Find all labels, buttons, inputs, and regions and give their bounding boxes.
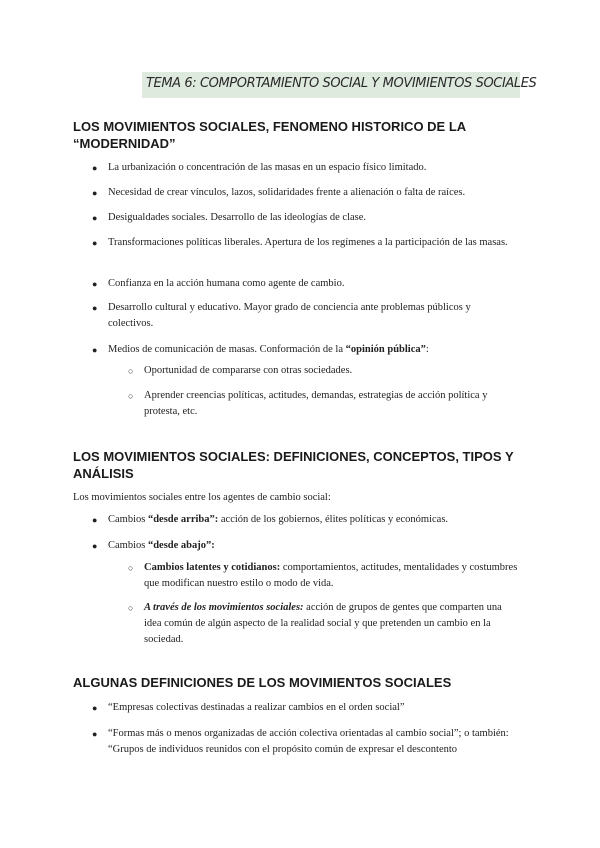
bullet-icon: ● <box>92 515 98 525</box>
paragraph: Los movimientos sociales entre los agentes de cambio social: <box>73 492 331 503</box>
bullet-icon: ● <box>92 188 98 198</box>
topic-banner <box>142 72 537 98</box>
bullet-icon: ● <box>92 238 98 248</box>
circle-bullet-icon: ○ <box>128 563 134 573</box>
bullet-icon: ● <box>92 163 98 173</box>
section-heading: LOS MOVIMIENTOS SOCIALES, FENOMENO HISTORICO DE LA “MODERNIDAD” <box>73 119 466 151</box>
bullet-icon: ● <box>92 729 98 739</box>
bullet-icon: ● <box>92 279 98 289</box>
document-page: TEMA 6: COMPORTAMIENTO SOCIAL Y MOVIMIENTOS SOCIALES LOS MOVIMIENTOS SOCIALES, FENOMENO HISTORICO DE LA “MODERNIDAD” ● La urbanización o concentración de las masas en un espacio físico limitado. ● Necesidad de crear vínculos, lazos, solidaridades frente a alienación o falta de raíces. ● Desigualdades sociales. Desarrollo de las ideologías de clase. ● Transformaciones políticas liberales. Apertura de los regímenes a la participación de las masas. ● Confianza en la acción humana como agente de cambio. ● Desarrollo cultural y educativo. Mayor grado de conciencia ante problemas públicos y colectivos. ● Medios de comunicación de masas. Conformación de la “opinión pública”: ○ Oportunidad de compararse con otras sociedades. ○ Aprender creencias políticas, actitudes, demandas, estrategias de acción política y protesta, etc. LOS MOVIMIENTOS SOCIALES: DEFINICIONES, CONCEPTOS, TIPOS Y ANÁLISIS Los movimientos sociales entre los agentes de cambio social: ● Cambios “desde arriba”: acción de los gobiernos, élites políticas y económicas. ● Cambios “desde abajo”: ○ Cambios latentes y cotidianos: comportamientos, actitudes, mentalidades y costumbres que modifican nuestro estilo o modo de vida. ○ A través de los movimientos sociales: acción de grupos de gentes que comparten una idea común de algún aspecto de la realidad social y que pretenden un cambio en la sociedad. ALGUNAS DEFINICIONES DE LOS MOVIMIENTOS SOCIALES ● “Empresas colectivas destinadas a realizar cambios en el orden social” ● “Formas más o menos organizadas de acción colectiva orientadas al cambio social”; o también: “Grupos de individuos reunidos con el propósito común de expresar el descontento <box>0 0 600 848</box>
bullet-icon: ● <box>92 703 98 713</box>
section-heading: ALGUNAS DEFINICIONES DE LOS MOVIMIENTOS SOCIALES <box>73 675 452 690</box>
bullet-icon: ● <box>92 345 98 355</box>
circle-bullet-icon: ○ <box>128 366 134 376</box>
bullet-icon: ● <box>92 541 98 551</box>
bullet-icon: ● <box>92 303 98 313</box>
circle-bullet-icon: ○ <box>128 603 134 613</box>
circle-bullet-icon: ○ <box>128 391 134 401</box>
bullet-icon: ● <box>92 213 98 223</box>
topic-title: TEMA 6: COMPORTAMIENTO SOCIAL Y MOVIMIENTOS SOCIALES <box>146 76 537 91</box>
section-heading: LOS MOVIMIENTOS SOCIALES: DEFINICIONES, CONCEPTOS, TIPOS Y ANÁLISIS <box>73 449 514 481</box>
